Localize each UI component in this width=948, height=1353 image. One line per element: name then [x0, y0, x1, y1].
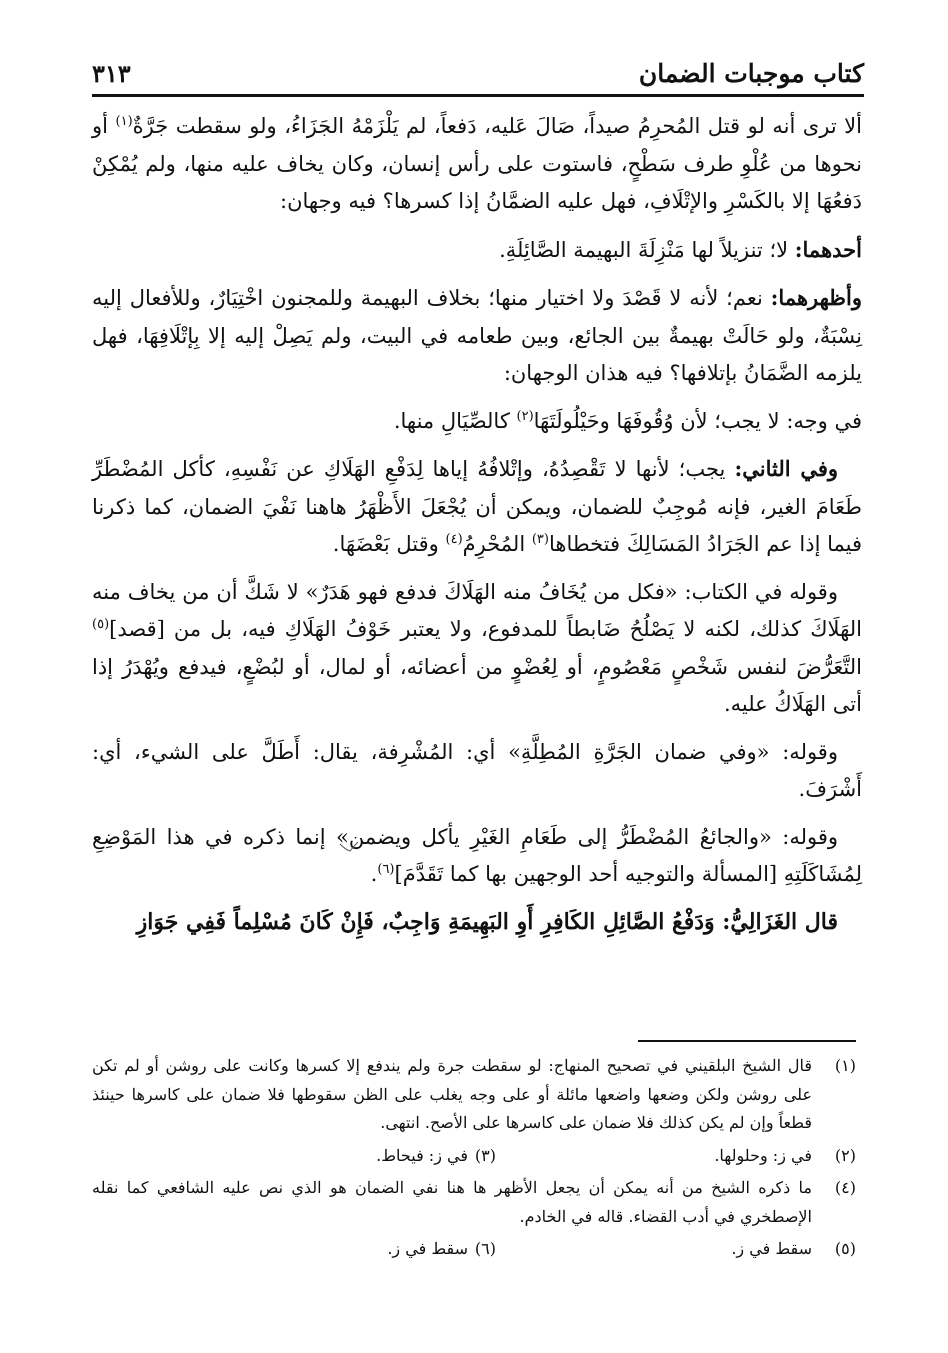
footnote-2	[496, 1142, 856, 1171]
footnote-ref-6[interactable]: (٦)	[377, 862, 395, 877]
main-text	[92, 108, 862, 951]
footnote-text: سقط في ز.	[387, 1239, 468, 1258]
page-header	[92, 52, 864, 97]
footnote-number: (٢)	[834, 1145, 856, 1165]
paragraph-1: ألا ترى أنه لو قتل المُحرِمُ صيداً، صَالَ عَليه، دَفعاً، لم يَلْزَمْهُ الجَزَاءُ، ولو سقطت جَرَّةٌ$^{(١)}$ أو نحوها من عُلْوِ طرف سَطْحٍ، فاستوت على رأس إنسان، وكان يخاف عليه منها، ولم يُمْكِنْ دَفعُهَا إلا بالكَسْرِ والإتْلَافِ، فهل عليه الضمَّانُ إذا كسرها؟ فيه وجهان:	[92, 114, 862, 213]
footnote-number: (٥)	[834, 1239, 856, 1258]
footnote-6	[387, 1235, 496, 1264]
book-title: كتاب موجبات الضمان	[638, 59, 864, 88]
footnote-ref-3[interactable]: (٣)	[531, 532, 549, 547]
footnote-separator	[638, 1040, 856, 1042]
footnote-text: قال الشيخ البلقيني في تصحيح المنهاج: لو سقطت جرة ولم يندفع إلا كسرها وكانت على روشن أو لم تكن على روشن ولكن وضعها واضعها مائلة أو على وجه يغلب على الظن سقوطها فلا ضمان على كاسرها حينئذ قطعاً وإن لم يكن كذلك فلا ضمان على كاسرها على الأصح. انتهى.	[92, 1056, 812, 1132]
footnote-5	[496, 1235, 856, 1264]
paragraph-2: أحدهما: لا؛ تنزيلاً لها مَنْزِلَةَ البهيمة الصَّائِلَةِ.	[499, 236, 862, 262]
footnote-text: ما ذكره الشيخ من أنه يمكن أن يجعل الأظهر ها هنا نفي الضمان هو الذي نص عليه الشافعي كما نقله الإصطخري في أدب القضاء. قاله في الخادم.	[92, 1178, 812, 1226]
footnote-text: في ز: فيحاط.	[376, 1145, 468, 1165]
paragraph-8: وقوله: «والجائعُ المُضْطَرُّ إلى طَعَامِ الغَيْرِ يأكل ويضمن» إنما ذكره في هذا المَوْضِعِ لِمُشَاكَلَتِهِ [المسألة والتوجيه أحد الوجهين بها كما تَقَدَّمَ]$^{(٦)}$.	[92, 824, 862, 886]
footnote-ref-1[interactable]: (١)	[115, 114, 133, 129]
footnote-3	[376, 1142, 496, 1171]
footnote-4	[92, 1174, 856, 1231]
paragraph-ghazali: قال الغَزَالِيُّ: وَدَفْعُ الصَّائِلِ الكَافِرِ أَوِ البَهِيمَةِ وَاجِبٌ، فَإِنْ كَانَ مُسْلِماً فَفِي جَوَازِ	[136, 908, 838, 935]
paragraph-4: في وجه: لا يجب؛ لأن وُقُوفَهَا وحَيْلُولَتَهَا$^{(٢)}$ كالصِّيَالِ منها.	[393, 408, 862, 433]
footnote-number: (٤)	[834, 1178, 856, 1197]
footnote-row-2-3	[92, 1142, 856, 1171]
footnote-text: في ز: وحلولها.	[714, 1145, 812, 1165]
footnote-number: (٦)	[474, 1239, 496, 1258]
label-second-view: وفي الثاني:	[734, 456, 839, 481]
paragraph-7: وقوله: «وفي ضمان الجَرَّةِ المُطِلَّةِ» أي: المُشْرِفة، يقال: أَطَلَّ على الشيء، أي: أَشْرَفَ.	[92, 739, 862, 801]
footnote-ref-4[interactable]: (٤)	[445, 532, 463, 547]
paragraph-6: وقوله في الكتاب: «فكل من يُخَافُ منه الهَلَاكَ فدفع فهو هَدَرٌ» لا شَكَّ أن من يخاف منه الهَلَاكَ كذلك، لكنه لا يَصْلُحُ ضَابطاً للمدفوع، ولا يعتبر خَوْفُ الهَلَاكِ فيه، بل من [قصد]$^{(٥)}$ التَّعَرُّضَ لنفس شَخْصٍ مَعْصُومٍ، أو لِعُضْوٍ من أعضائه، أو لمال، أو لبُضْعٍ، فيدفع ويُهْدَرُ إذا أتى الهَلَاكُ عليه.	[92, 579, 862, 716]
label-second: وأظهرهما:	[770, 285, 862, 310]
footnotes	[92, 1052, 856, 1268]
pen-mark-icon	[338, 840, 360, 854]
footnote-1	[92, 1052, 856, 1138]
footnote-row-5-6	[92, 1235, 856, 1264]
footnote-number: (٣)	[474, 1145, 496, 1165]
footnote-ref-5[interactable]: (٥)	[92, 617, 110, 632]
page-number: ٣١٣	[92, 59, 131, 88]
footnote-ref-2[interactable]: (٢)	[516, 408, 534, 424]
paragraph-3: وأظهرهما: نعم؛ لأنه لا قَصْدَ ولا اختيار منها؛ بخلاف البهيمة وللمجنون اخْتِيَارٌ، وللأفعال إليه نِسْبَةٌ، ولو حَالَتْ بهيمةٌ بين الجائع، وبين طعامه في البيت، ولم يَصِلْ إليه إلا بِإتْلَافِهَا، فهل يلزمه الضَّمَانُ بإتلافها؟ فيه هذان الوجهان:	[92, 285, 862, 385]
label-first: أحدهما:	[794, 236, 862, 262]
footnote-text: سقط في ز.	[731, 1239, 812, 1258]
footnote-number: (١)	[834, 1056, 856, 1075]
paragraph-5: وفي الثاني: يجب؛ لأنها لا تَقْصِدُهُ، وإتْلافُهُ إياها لِدَفْعِ الهَلَاكِ عن نَفْسِهِ، كأكل المُضْطَرِّ طَعَامَ الغير، فإنه مُوجِبٌ للضمان، ويمكن أن يُجْعَلَ الأَظْهَرُ هاهنا نَفْيَ الضمان، كما ذكرنا فيما إذا عم الجَرَادُ المَسَالِكَ فتخطاها$^{(٣)}$ المُحْرِمُ$^{(٤)}$ وقتل بَعْضَهَا.	[92, 456, 862, 556]
